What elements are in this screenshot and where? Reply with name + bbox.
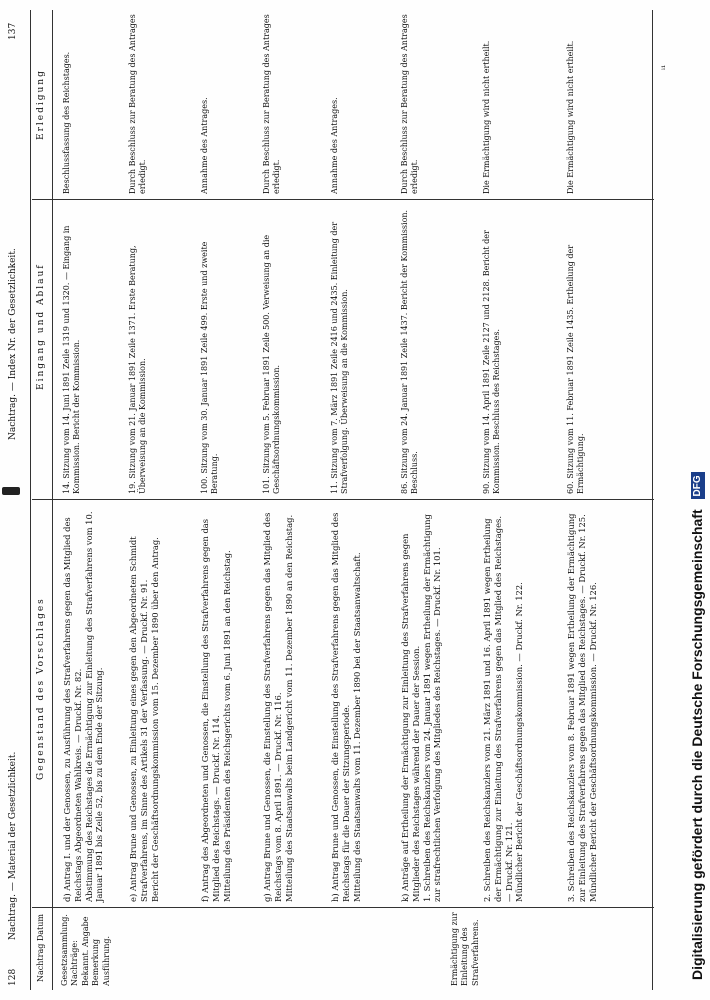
entry-result-6: Durch Beschluss zur Beratung des Antrages erledigt. [400, 14, 420, 194]
entry-proceedings-5: 11. Sitzung vom 7. März 1891 Zeile 2416 und 2435. Einleitung der Strafverfolgung. Überweisung an die Kommission. [330, 221, 350, 494]
margin-line: Bekannt. Angabe [80, 916, 90, 986]
top-rule [30, 10, 31, 990]
dfg-watermark [686, 0, 710, 1000]
entry-subtext: Abstimmung des Reichstages die Ermächtigung zur Einleitung des Strafverfahrens vom 10. Januar 1891 bis Zeile 52, bis zu dem Ende der Sitzung. [83, 511, 105, 902]
entry-subject-7 [482, 506, 525, 902]
page-number-left: 128 [8, 968, 18, 986]
margin-line: Gesetzsammlung. [60, 914, 69, 986]
entry-text: h) Antrag Brune und Genossen, die Einstellung des Strafverfahrens gegen das Mitglied des Reichstags für die Dauer der Sitzungsperiode. [330, 512, 351, 902]
entry-subject-6 [400, 506, 443, 902]
running-header [8, 0, 24, 1000]
entry-subject-5 [330, 506, 362, 902]
column-header-subject: Gegenstand des Vorschlages [36, 597, 46, 780]
column-divider-1 [32, 907, 654, 908]
entry-result-4: Durch Beschluss zur Beratung des Antrages erledigt. [262, 14, 282, 194]
column-header-date: Nachtrag Datum [36, 913, 45, 982]
column-divider-3 [32, 199, 654, 200]
entry-proceedings-7: 90. Sitzung vom 14. April 1891 Zeile 2127 und 2128. Bericht der Kommission. Beschluss des Reichstages. [482, 230, 502, 494]
entry-text: e) Antrag Brune und Genossen, zu Einleitung eines gegen den Abgeordneten Schmidt Strafverfahrens, im Sinne des Artikels 31 der Verfassung. — Druckf. Nr. 91. [128, 536, 149, 902]
column-divider-2 [32, 499, 654, 500]
entry-result-7: Die Ermächtigung wird nicht ertheilt. [482, 40, 491, 194]
entry-subtext: Mitteilung des Staatsanwalts vom 11. Dezember 1890 bei der Staatsanwaltschaft. [351, 552, 362, 902]
entry-result-8: Die Ermächtigung wird nicht ertheilt. [566, 40, 575, 194]
dfg-credit-text: Digitalisierung gefördert durch die Deutsche Forschungsgemeinschaft [689, 509, 705, 980]
entry-subtext: Mündlicher Bericht der Geschäftsordnungskommission. — Druckf. Nr. 126. [587, 582, 598, 902]
entry-text: f) Antrag des Abgeordneten und Genossen, die Einstellung des Strafverfahrens gegen das Mitglied des Reichstags. — Druckf. Nr. 114. [200, 518, 221, 902]
margin-line: Ausführung. [101, 935, 111, 986]
margin-line: Bemerkung [91, 938, 101, 986]
entry-subject-4 [262, 506, 294, 902]
dfg-banner [686, 0, 708, 1000]
entry-text: 3. Schreiben des Reichskanzlers vom 8. Februar 1891 wegen Ertheilung der Ermächtigung zur Einleitung des Strafverfahrens gegen das Mitglied des Reichstages. — Druckf. Nr. 125. [566, 513, 587, 902]
entry-subject-1 [62, 506, 105, 902]
entry-text: g) Antrag Brune und Genossen, die Einstellung des Strafverfahrens gegen das Mitglied des Reichstags vom 8. April 1891. — Druckf. Nr. 116. [262, 512, 283, 902]
margin-block-1 [60, 910, 112, 986]
footer-mark: ᵢ₁ [658, 64, 668, 70]
page-number-right: 137 [8, 22, 18, 40]
entry-subtext: Mitteilung des Präsidenten des Reichsgerichts vom 6. Juni 1891 an den Reichstag. [221, 550, 232, 902]
head-rule [52, 10, 53, 990]
margin-line: Strafverfahrens. [470, 919, 480, 986]
entry-proceedings-4: 101. Sitzung vom 5. Februar 1891 Zeile 500. Verweisung an die Geschäftsordnungskommission. [262, 234, 282, 494]
margin-line: Nachträge: [70, 940, 80, 986]
entry-subject-3 [200, 506, 232, 902]
dfg-logo: DFG [691, 472, 705, 499]
column-header-result: Erledigung [36, 69, 46, 140]
entry-text: d) Antrag I. und der Genossen, zu Ausführung des Strafverfahrens gegen das Mitglied des Reichstags Abgeordneten Wahlkreis. — Druckf. Nr. 82. [62, 517, 83, 902]
bottom-rule [652, 10, 653, 990]
header-title-right: Nachtrag. — Index Nr. der Gesetzlichkeit. [8, 248, 18, 440]
entry-text: 2. Schreiben des Reichskanzlers vom 21. März 1891 und 16. April 1891 wegen Ertheilung der Ermächtigung zur Einleitung des Strafverfahrens gegen das Mitglied des Reichstages. — Druckf. Nr. 121. [482, 515, 514, 902]
entry-proceedings-1: 14. Sitzung vom 14. Juni 1891 Zeile 1319 und 1320. — Eingang in Kommission. Bericht der Kommission. [62, 225, 82, 494]
margin-line: Ermächtigung zur [450, 912, 459, 986]
entry-result-1: Beschlussfassung des Reichstages. [62, 51, 71, 194]
entry-subtext: Mitteilung des Staatsanwalts beim Landgericht vom 11. Dezember 1890 an den Reichstag. [283, 514, 294, 902]
header-title-left: Nachtrag. — Material der Gesetzlichkeit. [8, 751, 18, 940]
entry-result-2: Durch Beschluss zur Beratung des Antrages erledigt. [128, 14, 148, 194]
entry-text: k) Anträge auf Ertheilung der Ermächtigung zur Einleitung des Strafverfahrens gegen Mitglieder des Reichstages während der Dauer der Session. [400, 533, 421, 902]
entry-proceedings-3: 100. Sitzung vom 30. Januar 1891 Zeile 499. Erste und zweite Beratung. [200, 241, 220, 494]
entry-subtext: Bericht der Geschäftsordnungskommission vom 15. Dezember 1890 über den Antrag. [149, 537, 160, 902]
entry-subtext: Mündlicher Bericht der Geschäftsordnungskommission. — Druckf. Nr. 122. [514, 582, 525, 902]
entry-proceedings-2: 19. Sitzung vom 21. Januar 1891 Zeile 1371. Erste Beratung, Überweisung an die Kommission. [128, 245, 148, 494]
margin-line: Einleitung des [460, 927, 470, 986]
column-header-entry: Eingang und Ablauf [36, 263, 46, 390]
margin-block-2 [450, 910, 481, 986]
entry-result-5: Annahme des Antrages. [330, 97, 339, 194]
entry-subject-8 [566, 506, 598, 902]
entry-subject-2 [128, 506, 160, 902]
entry-subtext: 1. Schreiben des Reichskanzlers vom 24. Januar 1891 wegen Ertheilung der Ermächtigung zur strafrechtlichen Verfolgung des Mitgliedes des Reichstages. — Druckf. Nr. 101. [421, 514, 443, 902]
entry-result-3: Annahme des Antrages. [200, 97, 209, 194]
entry-proceedings-6: 86. Sitzung vom 24. Januar 1891 Zeile 1437. Bericht der Kommission. Beschluss. [400, 209, 420, 494]
entry-proceedings-8: 60. Sitzung vom 11. Februar 1891 Zeile 1435. Ertheilung der Ermächtigung. [566, 244, 586, 494]
